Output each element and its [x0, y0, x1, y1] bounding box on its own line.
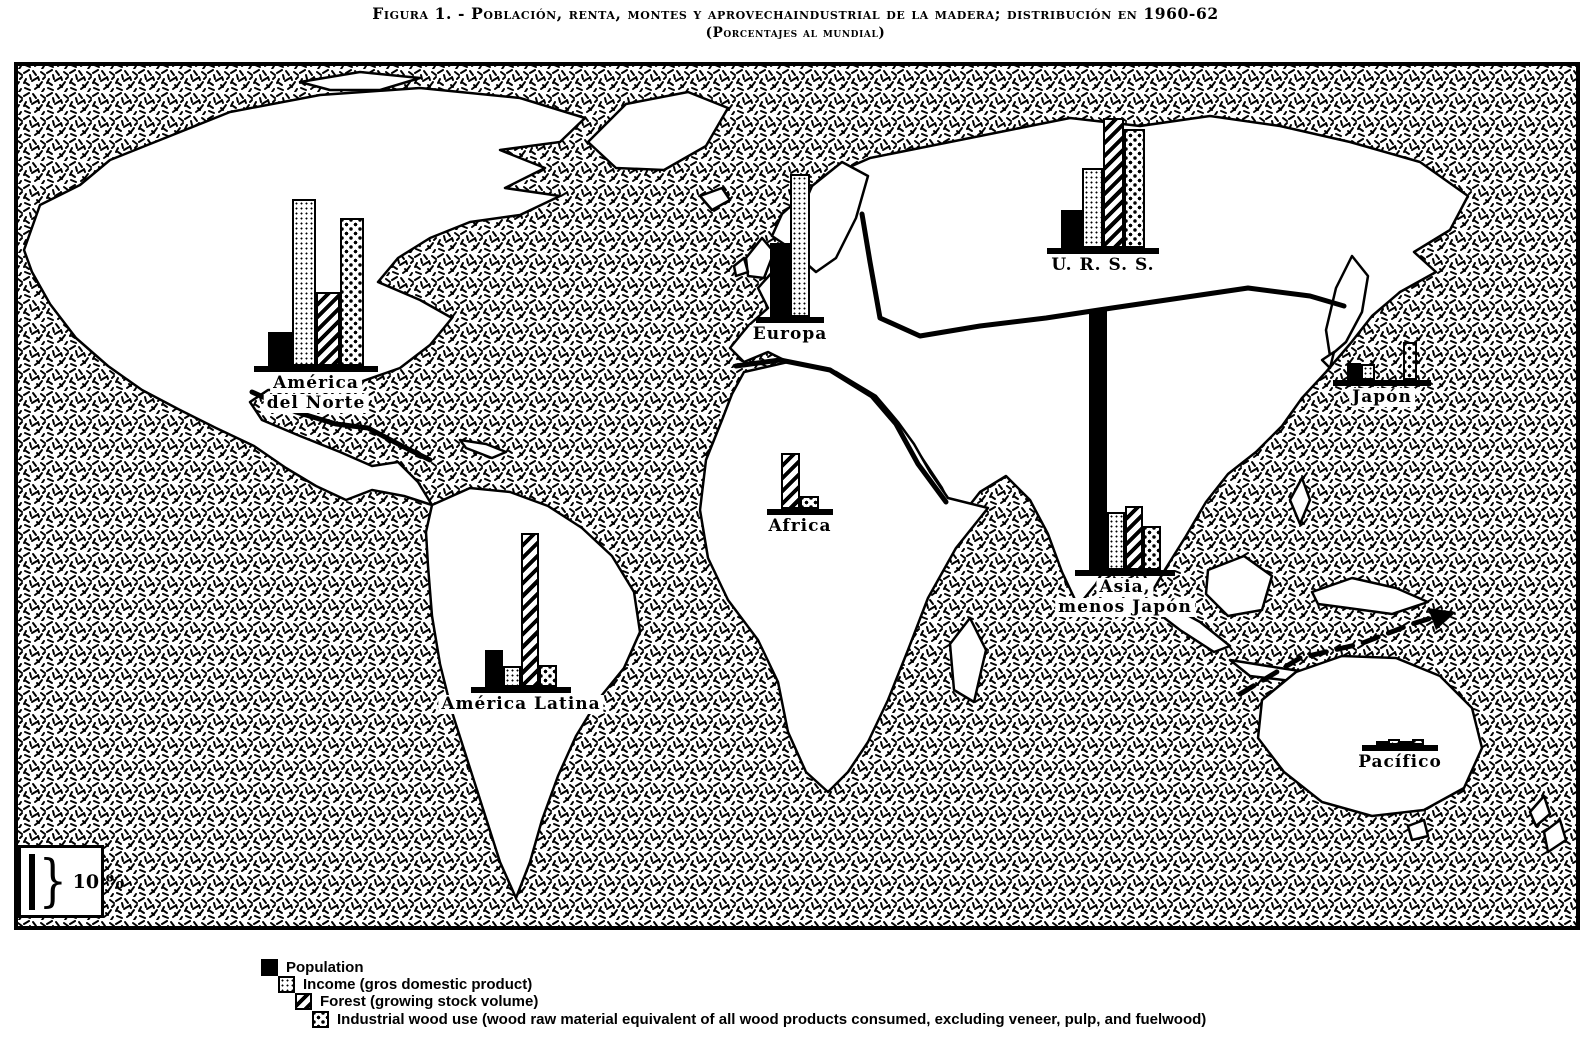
region-label-europa: Europa — [750, 325, 831, 344]
bar-population-europa — [770, 243, 790, 317]
legend-label: Industrial wood use (wood raw material equivalent of all wood products consumed, excluding veneer, pulp, and fuelwood) — [337, 1011, 1207, 1028]
bar-wood_use-america-latina — [539, 665, 557, 687]
bar-wood_use-urss — [1124, 129, 1145, 248]
figure-subtitle: (Porcentajes al mundial) — [705, 25, 886, 41]
bar-income-asia-menos-japon — [1107, 512, 1125, 570]
bar-income-japon — [1361, 364, 1375, 380]
bar-wood_use-asia-menos-japon — [1143, 526, 1161, 570]
bar-population-japon — [1347, 363, 1361, 380]
region-label-japon: Japón — [1349, 388, 1415, 407]
population-swatch-icon — [261, 959, 278, 976]
region-label-asia-menos-japon: menos Japón — [1055, 598, 1195, 617]
scale-brace: } — [38, 848, 68, 914]
region-label-america-del-norte: América — [270, 374, 362, 393]
bar-baseline-urss — [1047, 248, 1159, 254]
bar-forest-asia-menos-japon — [1125, 506, 1143, 570]
forest-swatch-icon — [295, 993, 312, 1010]
bar-baseline-pacifico — [1362, 745, 1438, 751]
bar-baseline-africa — [767, 509, 833, 515]
region-label-america-del-norte: del Norte — [264, 394, 369, 413]
bar-population-america-del-norte — [268, 332, 292, 366]
bar-forest-africa — [781, 453, 800, 509]
legend-label: Income (gros domestic product) — [303, 976, 533, 993]
bar-baseline-america-del-norte — [254, 366, 378, 372]
legend-item-income — [278, 976, 532, 993]
bar-income-america-latina — [503, 666, 521, 687]
region-label-africa: Africa — [766, 517, 835, 536]
bar-wood_use-africa — [800, 496, 819, 509]
legend-item-wood-use — [312, 1011, 1206, 1028]
bar-wood_use-america-del-norte — [340, 218, 364, 366]
bar-income-urss — [1082, 168, 1103, 248]
legend-item-forest — [295, 993, 538, 1010]
bar-population-urss — [1061, 210, 1082, 248]
region-label-pacifico: Pacífico — [1355, 753, 1445, 772]
scale-reference-bar — [29, 854, 35, 910]
bar-population-asia-menos-japon — [1089, 310, 1107, 570]
bar-income-america-del-norte — [292, 199, 316, 366]
bar-income-europa — [790, 174, 810, 317]
bar-baseline-asia-menos-japon — [1075, 570, 1175, 576]
bar-forest-urss — [1103, 118, 1124, 248]
legend-label: Forest (growing stock volume) — [320, 993, 539, 1010]
region-label-america-latina: América Latina — [438, 695, 603, 714]
bar-baseline-japon — [1333, 380, 1431, 386]
bar-forest-america-del-norte — [316, 292, 340, 366]
scale-reference-box — [18, 845, 124, 918]
bar-baseline-america-latina — [471, 687, 571, 693]
bar-wood_use-japon — [1403, 342, 1417, 380]
legend-item-population — [261, 959, 364, 976]
bar-population-america-latina — [485, 650, 503, 687]
region-label-urss: U. R. S. S. — [1048, 256, 1157, 275]
legend-label: Population — [286, 959, 364, 976]
wood-use-swatch-icon — [312, 1011, 329, 1028]
income-swatch-icon — [278, 976, 295, 993]
bar-forest-america-latina — [521, 533, 539, 687]
figure-title: Figura 1. - Población, renta, montes y aprovechaindustrial de la madera; distribución en 1960-62 — [372, 4, 1219, 23]
bar-baseline-europa — [756, 317, 824, 323]
scale-label: 10 % — [72, 870, 124, 893]
region-label-asia-menos-japon: Asia, — [1096, 578, 1153, 597]
